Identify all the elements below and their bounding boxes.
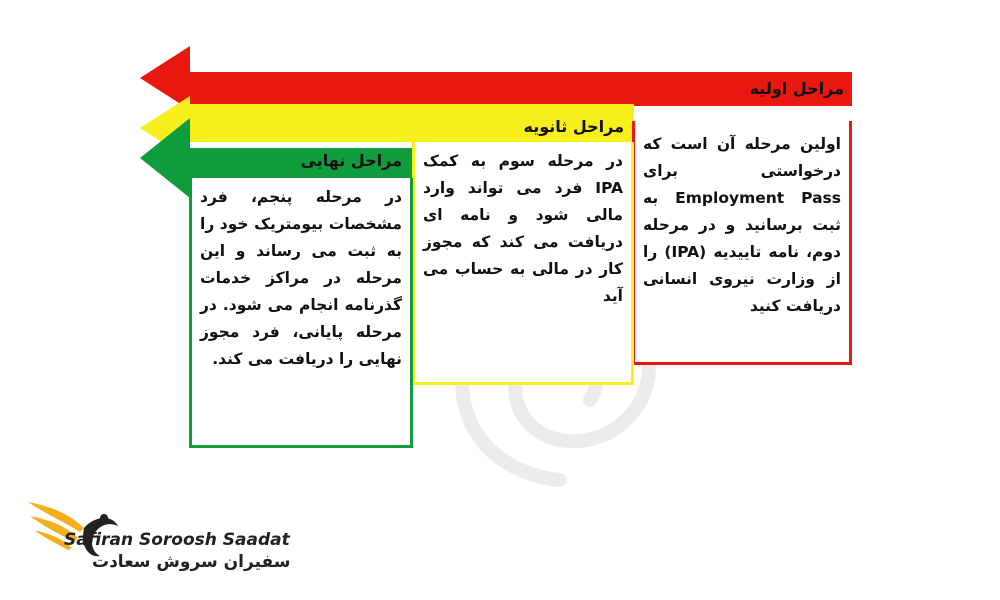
- stage-secondary-description: در مرحله سوم به کمک IPA فرد می تواند وارد مالی شود و نامه ای دریافت می کند که مجوز کار در مالی به حساب می آید: [412, 142, 634, 385]
- stage-final-description: در مرحله پنجم، فرد مشخصات بیومتریک خود را به ثبت می رساند و این مرحله در مراکز خدمات گذرنامه انجام می شود. در مرحله پایانی، فرد مجوز نهایی را دریافت می کند.: [189, 178, 413, 448]
- stage-initial-description: اولین مرحله آن است که درخواستی برای Employment Pass به ثبت برسانید و در مرحله دوم، نامه تاییدیه (IPA) را از وزارت نیروی انسانی دریافت کنید: [632, 121, 852, 365]
- stage-secondary-title: مراحل ثانویه: [523, 117, 624, 136]
- company-name-english: Safiran Soroosh Saadat: [64, 530, 290, 550]
- company-name-persian: سفیران سروش سعادت: [92, 552, 291, 572]
- stage-initial-title: مراحل اولیه: [749, 79, 844, 98]
- stage-final-title: مراحل نهایی: [300, 151, 402, 170]
